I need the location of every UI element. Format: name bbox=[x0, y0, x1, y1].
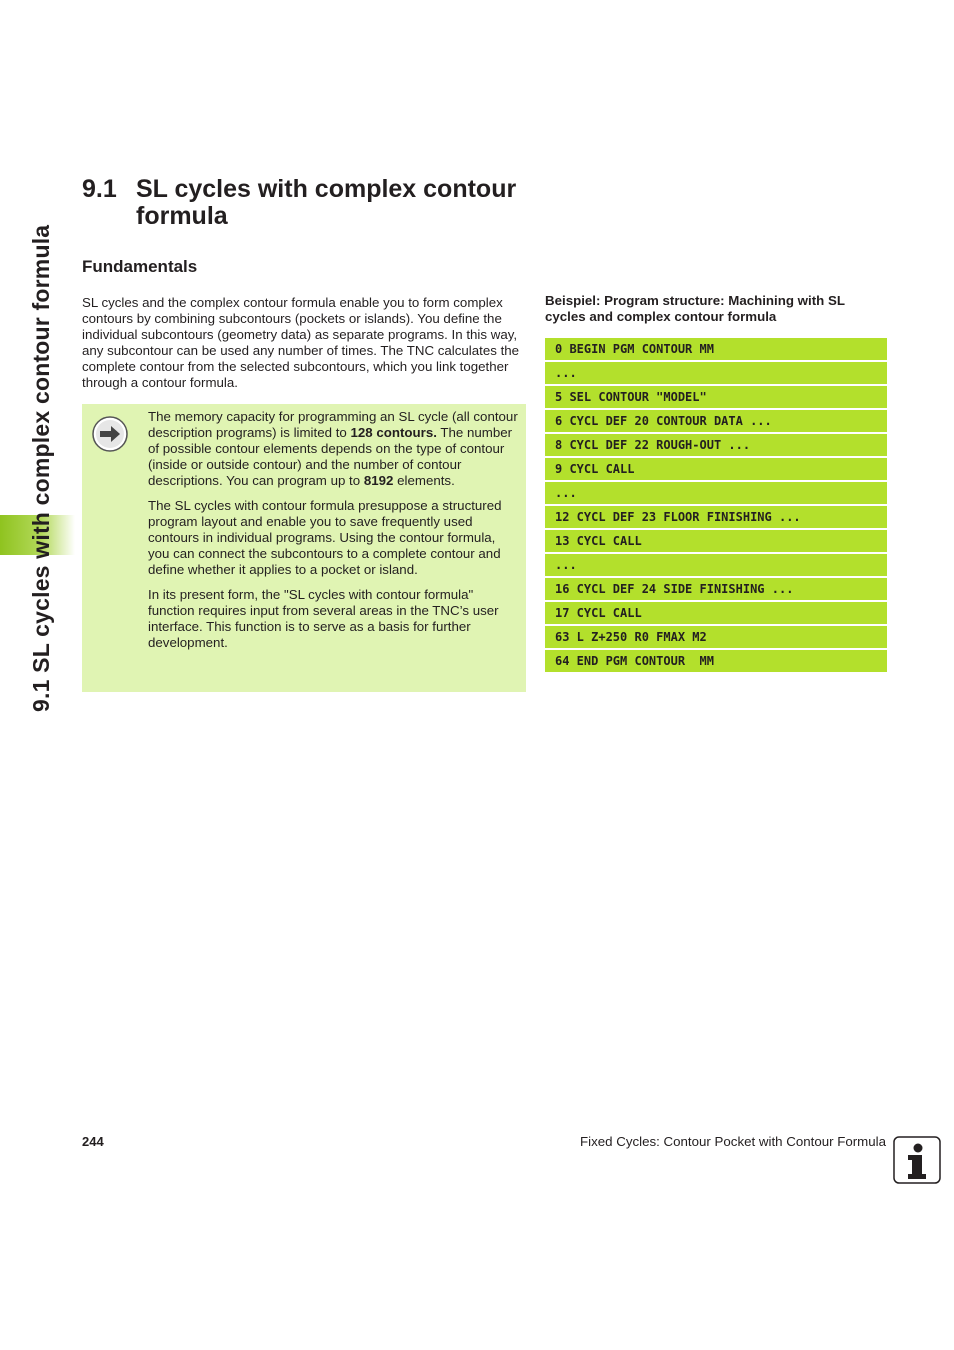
chapter-number: 9.1 bbox=[82, 175, 117, 203]
code-line: 64 END PGM CONTOUR MM bbox=[545, 650, 887, 672]
code-line: 13 CYCL CALL bbox=[545, 530, 887, 552]
note-paragraph-1: The memory capacity for programming an SL cycle (all contour description programs) is limited to 128 contours. The number of possible contour elements depends on the type of contour (inside or outside contour) and the number of contour descriptions. You can program up to 8192 elements. bbox=[148, 409, 518, 488]
example-caption: Beispiel: Program structure: Machining with SL cycles and complex contour formula bbox=[545, 293, 845, 324]
code-line: 17 CYCL CALL bbox=[545, 602, 887, 624]
footer-title: Fixed Cycles: Contour Pocket with Contour Formula bbox=[580, 1134, 886, 1149]
code-line: 0 BEGIN PGM CONTOUR MM bbox=[545, 338, 887, 360]
contour-limit: 128 contours. bbox=[350, 425, 437, 440]
code-line: ... bbox=[545, 362, 887, 384]
program-listing bbox=[545, 338, 887, 674]
code-line: 16 CYCL DEF 24 SIDE FINISHING ... bbox=[545, 578, 887, 600]
code-line: 8 CYCL DEF 22 ROUGH-OUT ... bbox=[545, 434, 887, 456]
note-text bbox=[148, 409, 518, 660]
code-line: 9 CYCL CALL bbox=[545, 458, 887, 480]
info-icon bbox=[893, 1136, 941, 1184]
note-box bbox=[82, 404, 526, 692]
note-paragraph-2: The SL cycles with contour formula presuppose a structured program layout and enable you to save frequently used contours in individual programs. Using the contour formula, you can connect the subcontours to a complete contour and define whether it applies to a pocket or island. bbox=[148, 498, 502, 577]
code-line: 6 CYCL DEF 20 CONTOUR DATA ... bbox=[545, 410, 887, 432]
intro-paragraph: SL cycles and the complex contour formula enable you to form complex contours by combining subcontours (pockets or islands). You define the individual subcontours (geometry data) as separate programs. In this way, any subcontour can be used any number of times. The TNC calculates the complete contour from the selected subcontours, which you link together through a contour formula. bbox=[82, 295, 520, 390]
code-line: 5 SEL CONTOUR "MODEL" bbox=[545, 386, 887, 408]
section-heading: Fundamentals bbox=[82, 257, 198, 276]
code-line: 12 CYCL DEF 23 FLOOR FINISHING ... bbox=[545, 506, 887, 528]
page-number: 244 bbox=[82, 1134, 104, 1149]
element-limit: 8192 bbox=[363, 473, 394, 488]
code-line: 63 L Z+250 R0 FMAX M2 bbox=[545, 626, 887, 648]
note-paragraph-3: In its present form, the "SL cycles with contour formula" function requires input from several areas in the TNC’s user interface. This function is to serve as a basis for further development. bbox=[148, 587, 499, 650]
arrow-right-icon bbox=[92, 416, 128, 452]
chapter-title-text: SL cycles with complex contour formula bbox=[136, 175, 517, 230]
code-line: ... bbox=[545, 554, 887, 576]
side-tab-title: 9.1 SL cycles with complex contour formula bbox=[28, 224, 54, 712]
chapter-title bbox=[82, 176, 542, 230]
code-line: ... bbox=[545, 482, 887, 504]
